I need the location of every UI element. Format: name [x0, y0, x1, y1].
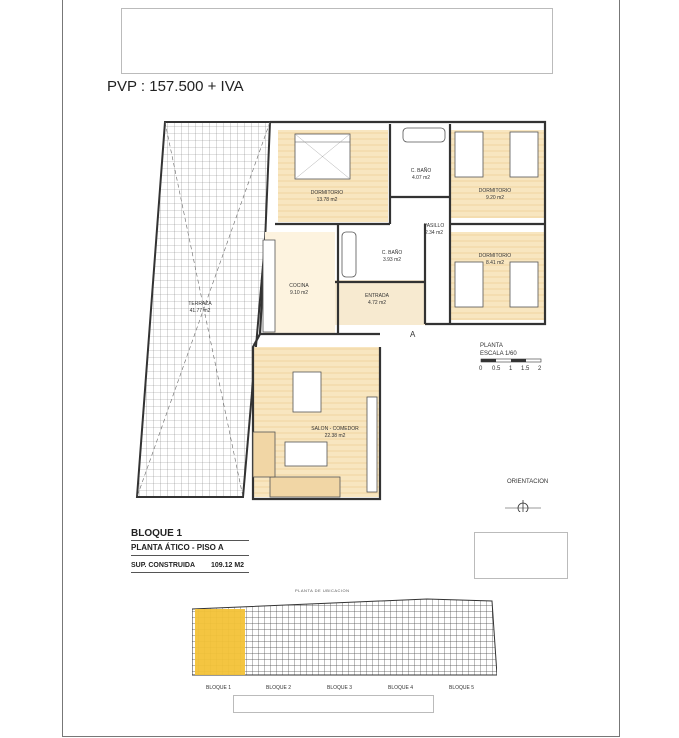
planta-label: PLANTA — [480, 343, 503, 349]
room-area-salon: 22.38 m2 — [324, 433, 346, 439]
bed-main — [295, 134, 350, 179]
coffee-table — [285, 442, 327, 466]
scale-bar — [481, 359, 541, 362]
orientation-label: ORIENTACION — [507, 479, 549, 485]
sup-construida-value: 109.12 M2 — [211, 562, 245, 569]
bathtub-1 — [403, 128, 445, 142]
room-label-cbano-2: C. BAÑO — [381, 250, 403, 256]
sofa — [270, 477, 340, 497]
room-area-pasillo: 2.34 m2 — [424, 230, 444, 236]
room-label-entrada: ENTRADA — [365, 293, 389, 299]
info-box — [474, 532, 568, 579]
scale-tick-0: 0 — [479, 366, 483, 372]
bathtub-2 — [342, 232, 356, 277]
room-area-cbano-1: 4.07 m2 — [411, 175, 431, 181]
divider — [131, 540, 249, 541]
block-title: BLOQUE 1 — [131, 528, 183, 539]
dining-table — [293, 372, 321, 412]
sup-construida-label: SUP. CONSTRUIDA — [131, 562, 196, 569]
room-label-cbano-1: C. BAÑO — [410, 168, 432, 174]
site-label-bloque-4: BLOQUE 4 — [388, 685, 414, 691]
room-area-terraza: 41.77 m2 — [189, 308, 211, 314]
armchair — [253, 432, 275, 477]
room-label-dormitorio-3: DORMITORIO — [478, 253, 512, 259]
site-label-bloque-3: BLOQUE 3 — [327, 685, 353, 691]
sideboard — [367, 397, 377, 492]
price-label: PVP : 157.500 + IVA — [107, 78, 244, 95]
scale-tick-2: 1 — [509, 366, 513, 372]
room-area-dormitorio-2: 9.20 m2 — [485, 195, 505, 201]
scale-tick-1: 0.5 — [492, 366, 501, 372]
room-label-salon: SALON - COMEDOR — [311, 426, 359, 432]
scale-tick-4: 2 — [538, 366, 542, 372]
room-label-pasillo: PASILLO — [423, 223, 445, 229]
room-label-cocina: COCINA — [289, 283, 309, 289]
bloque-1-highlight — [195, 609, 245, 675]
room-area-entrada: 4.72 m2 — [367, 300, 387, 306]
scale-tick-3: 1.5 — [521, 366, 530, 372]
room-area-dormitorio-1: 13.78 m2 — [316, 197, 338, 203]
north-compass-icon — [505, 500, 541, 512]
room-area-dormitorio-3: 8.41 m2 — [485, 260, 505, 266]
footer-box — [233, 695, 434, 713]
section-mark: A — [410, 330, 416, 339]
site-label-bloque-2: BLOQUE 2 — [266, 685, 292, 691]
site-label-bloque-5: BLOQUE 5 — [449, 685, 475, 691]
site-label-bloque-1: BLOQUE 1 — [206, 685, 232, 691]
room-label-dormitorio-1: DORMITORIO — [310, 190, 344, 196]
planta-label: PLANTA ÁTICO - PISO A — [131, 543, 224, 552]
room-area-cbano-2: 3.93 m2 — [382, 257, 402, 263]
site-plan-title: PLANTA DE UBICACION — [295, 588, 350, 593]
room-label-dormitorio-2: DORMITORIO — [478, 188, 512, 194]
floor-plan — [125, 112, 555, 512]
title-box — [121, 8, 553, 74]
kitchen-counter — [263, 240, 275, 332]
site-plan — [192, 593, 497, 685]
divider — [131, 555, 249, 556]
divider — [131, 572, 249, 573]
room-area-cocina: 9.10 m2 — [289, 290, 309, 296]
room-label-terraza: TERRAZA — [188, 301, 212, 307]
escala-label: ESCALA 1/60 — [480, 351, 517, 357]
